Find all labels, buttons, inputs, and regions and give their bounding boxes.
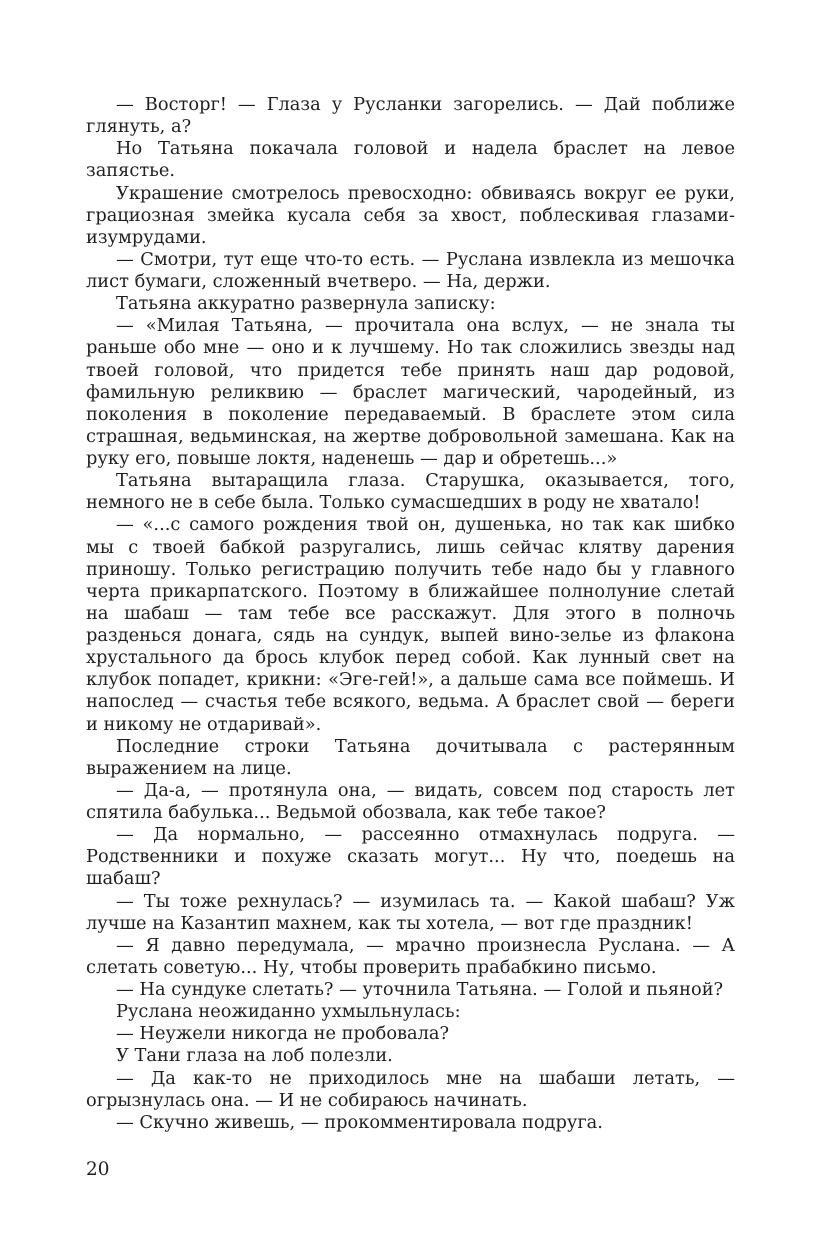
paragraph: — «...с самого рождения твой он, душенька, но так как шибко мы с твоей бабкой разругались, лишь сейчас клятву дарения приношу. Только регистрацию получить тебе надо бы у главного черта прикарпатского. Поэтому в ближайшее полнолуние слетай на шабаш — там тебе все расскажут. Для этого в полночь разденься донага, сядь на сундук, выпей вино-зелье из флакона хрустального да брось клубок перед собой. Как лунный свет на клубок попадет, крикни: «Эге-гей!», а дальше сама все поймешь. И напослед — счастья тебе всякого, ведьма. А браслет свой — береги и никому не отдаривай».	[86, 514, 735, 735]
paragraph: — Скучно живешь, — прокомментировала подруга.	[116, 1111, 603, 1133]
paragraph: — На сундуке слетать? — уточнила Татьяна. — Голой и пьяной?	[116, 979, 724, 1000]
paragraph: — Да-а, — протянула она, — видать, совсем под старость лет спятила бабулька... Ведьмой обозвала, как тебе такое?	[86, 779, 735, 823]
paragraph: — Смотри, тут еще что-то есть. — Руслана извлекла из мешочка лист бумаги, сложенный вчетверо. — На, держи.	[86, 248, 735, 292]
paragraph: Последние строки Татьяна дочитывала с растерянным выражением на лице.	[86, 735, 735, 779]
page-number: 20	[86, 1159, 110, 1180]
paragraph: — Неужели никогда не пробовала?	[116, 1023, 450, 1045]
paragraph: — «Милая Татьяна, — прочитала она вслух, — не знала ты раньше обо мне — оно и к лучшему. Но так сложились звезды над твоей головой, что придется тебе принять наш дар родовой, фамильную реликвию — браслет магический, чародейный, из поколения в поколение передаваемый. В браслете этом сила страшная, ведьминская, на жертве добровольной замешана. Как на руку его, повыше локтя, наденешь — дар и обретешь...»	[86, 315, 735, 469]
paragraph: — Да нормально, — рассеянно отмахнулась подруга. — Родственники и похуже сказать могут... Ну что, поедешь на шабаш?	[86, 824, 735, 890]
paragraph: У Тани глаза на лоб полезли.	[116, 1045, 393, 1067]
paragraph: Украшение смотрелось превосходно: обвиваясь вокруг ее руки, грациозная змейка кусала себя за хвост, поблескивая глазами-изумрудами.	[86, 182, 735, 248]
paragraph: — Ты тоже рехнулась? — изумилась та. — Какой шабаш? Уж лучше на Казантип махнем, как ты хотела, — вот где праздник!	[86, 890, 735, 934]
paragraph: Но Татьяна покачала головой и надела браслет на левое запястье.	[86, 138, 735, 182]
paragraph: — Восторг! — Глаза у Русланки загорелись. — Дай поближе глянуть, а?	[86, 94, 735, 138]
paragraph: — Да как-то не приходилось мне на шабаши летать, — огрызнулась она. — И не собираюсь начинать.	[86, 1067, 735, 1111]
paragraph: — Я давно передумала, — мрачно произнесла Руслана. — А слетать советую... Ну, чтобы проверить прабабкино письмо.	[86, 934, 735, 978]
body-text	[86, 94, 735, 1134]
paragraph: Татьяна аккуратно развернула записку:	[116, 293, 496, 315]
paragraph: Руслана неожиданно ухмыльнулась:	[116, 1001, 461, 1023]
paragraph: Татьяна вытаращила глаза. Старушка, оказывается, того, немного не в себе была. Только сумасшедших в роду не хватало!	[86, 470, 735, 514]
